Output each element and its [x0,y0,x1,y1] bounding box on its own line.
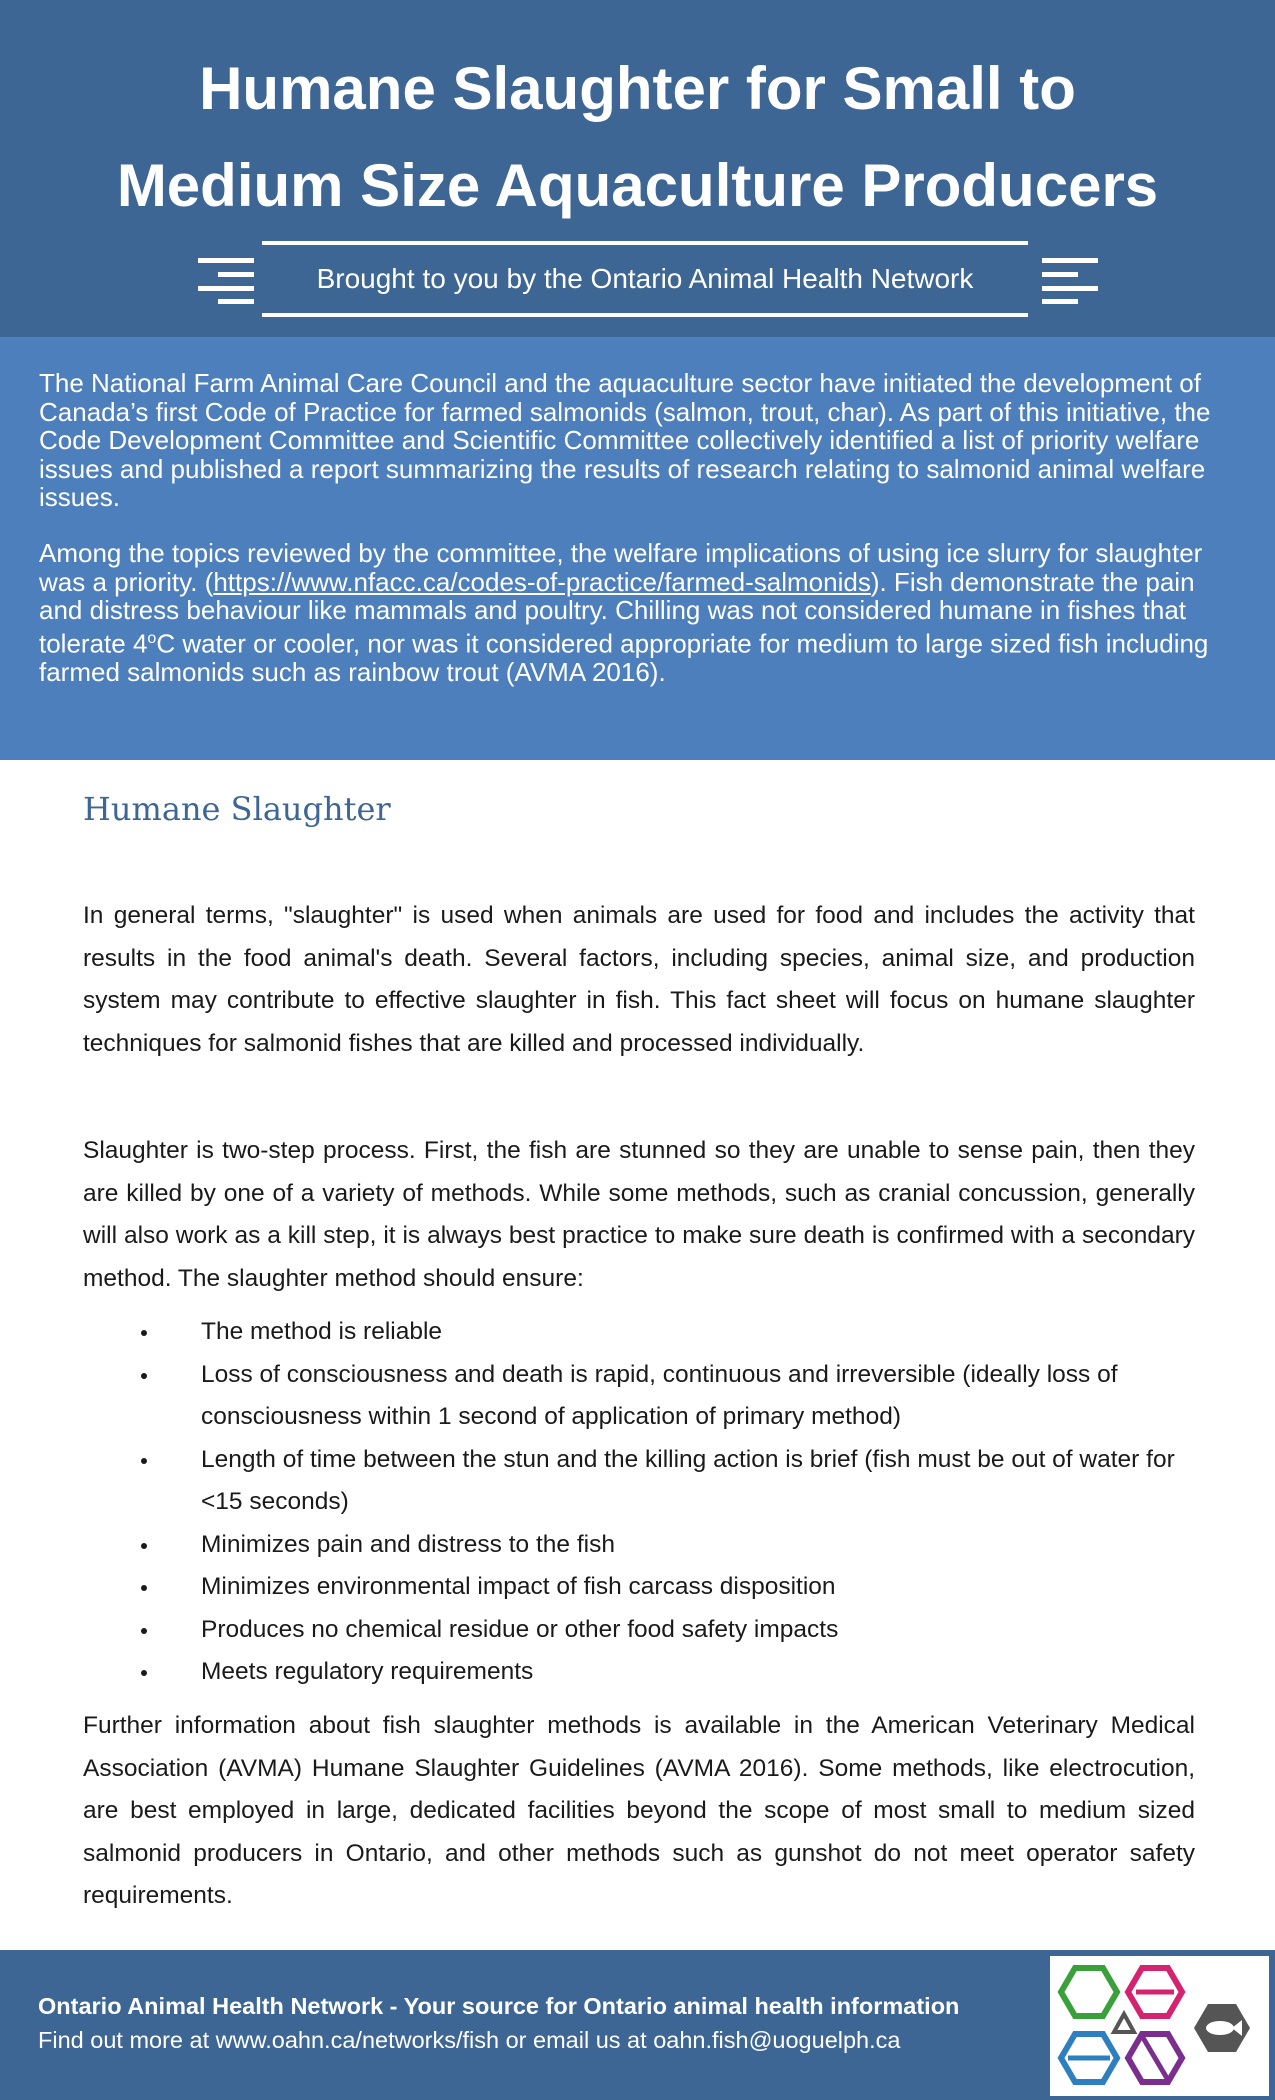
list-item-text: Meets regulatory requirements [201,1658,534,1685]
nfacc-link[interactable]: https://www.nfacc.ca/codes-of-practice/farmed-salmonids [213,566,871,597]
oahn-logo-icon [1050,1956,1269,2096]
intro-p2-text-end: C water or cooler, nor was it considered appropriate for medium to large sized fish including farmed salmonids such as rainbow trout (AVMA 2016). [39,628,1209,687]
page-title [0,40,1275,234]
bullet-icon [141,1330,147,1336]
bullet-icon [141,1458,147,1464]
bullet-icon [141,1670,147,1676]
page-title-line2: Medium Size Aquaculture Producers [116,152,1159,219]
bullet-icon [141,1543,147,1549]
list-item-text: Loss of consciousness and death is rapid, continuous and irreversible (ideally loss of consciousness within 1 second of application of primary method) [201,1360,1118,1430]
byline: Brought to you by the Ontario Animal Health Network [316,263,974,294]
footer-contact: Find out more at www.oahn.ca/networks/fish or email us at oahn.fish@uoguelph.ca [38,2027,901,2053]
footer [0,1950,1275,2100]
decorative-lines-left-icon [198,258,254,304]
list-item [83,1439,1195,1524]
list-item-text: The method is reliable [201,1318,443,1345]
section-title: Humane Slaughter [83,790,391,828]
list-item [83,1524,1195,1567]
list-item-text: Minimizes pain and distress to the fish [201,1530,615,1558]
main-content [0,760,1275,1950]
bullet-icon [141,1585,147,1591]
list-item [83,1311,1195,1354]
criteria-list [83,1311,1195,1694]
page-title-line1: Humane Slaughter for Small to [199,55,1076,122]
intro-paragraph-2 [39,539,1239,686]
intro-band [0,337,1275,760]
header-banner [0,0,1275,337]
bullet-icon [141,1628,147,1634]
list-item-text: Minimizes environmental impact of fish carcass disposition [201,1573,836,1600]
footer-tagline: Ontario Animal Health Network - Your source for Ontario animal health information [38,1993,960,2019]
list-item [83,1651,1195,1694]
degree-superscript: o [147,629,157,647]
body-paragraph-2: Slaughter is two-step process. First, the fish are stunned so they are unable to sense pain, then they are killed by one of a variety of methods. While some methods, such as cranial concussion, generally will also work as a kill step, it is always best practice to make sure death is confirmed with a secondary method. The slaughter method should ensure: [83,1137,1195,1292]
intro-paragraph-1: The National Farm Animal Care Council and the aquaculture sector have initiated the development of Canada’s first Code of Practice for farmed salmonids (salmon, trout, char). As part of this initiative, the Code Development Committee and Scientific Committee collectively identified a list of priority welfare issues and published a report summarizing the results of research relating to salmonid animal welfare issues. [39,368,1211,512]
body-paragraph-3: Further information about fish slaughter methods is available in the American Veterinary Medical Association (AVMA) Humane Slaughter Guidelines (AVMA 2016). Some methods, like electrocution, are best employed in large, dedicated facilities beyond the scope of most small to medium sized salmonid producers in Ontario, and other methods such as gunshot do not meet operator safety requirements. [83,1712,1195,1909]
list-item-text: Length of time between the stun and the killing action is brief (fish must be out of water for <15 seconds) [201,1445,1175,1515]
body-paragraph-1: In general terms, "slaughter" is used when animals are used for food and includes the activity that results in the food animal's death. Several factors, including species, animal size, and production system may contribute to effective slaughter in fish. This fact sheet will focus on humane slaughter techniques for salmonid fishes that are killed and processed individually. [83,902,1195,1057]
list-item [83,1354,1195,1439]
intro-p2-text-middle: ). Fish demonstrate the pain and distress behaviour like mammals and poultry. Chilling was not considered humane in fishes that tolerate 4 [39,566,1195,659]
intro-p2-text-start: Among the topics reviewed by the committee, the welfare implications of using ice slurry for slaughter was a priority. ( [39,538,1203,597]
list-item [83,1609,1195,1652]
bullet-icon [141,1373,147,1379]
list-item-text: Produces no chemical residue or other food safety impacts [201,1615,839,1643]
list-item [83,1566,1195,1609]
decorative-lines-right-icon [1042,258,1098,304]
byline-frame [262,241,1028,317]
